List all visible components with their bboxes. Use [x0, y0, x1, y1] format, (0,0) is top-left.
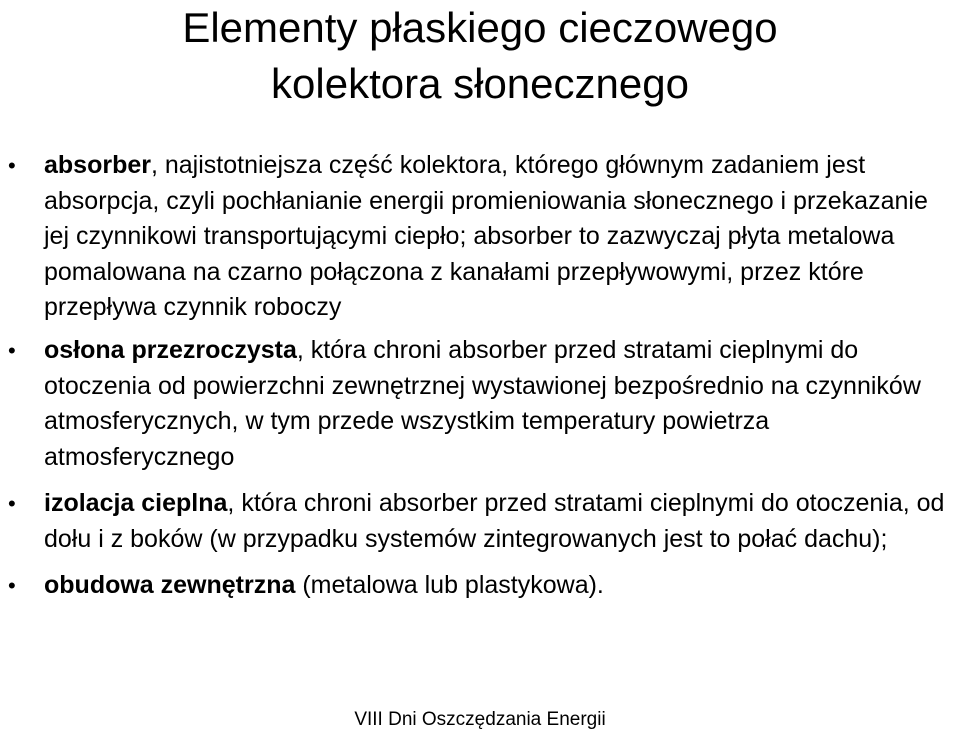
- bullet-dot-icon: •: [8, 572, 16, 598]
- bullet-item-izolacja: [0, 486, 960, 557]
- slide-title-line-1: Elementy płaskiego cieczowego: [182, 4, 778, 51]
- bullet-dot-icon: •: [8, 153, 16, 178]
- bullet-item-absorber: [0, 148, 960, 326]
- slide-title-line-2: kolektora słonecznego: [271, 60, 689, 107]
- bullet-term: absorber: [44, 151, 151, 179]
- bullet-dot-icon: •: [8, 491, 16, 517]
- bullet-term: osłona przezroczysta: [44, 335, 297, 364]
- slide-title: [0, 0, 960, 112]
- bullet-text: , najistotniejsza część kolektora, którego głównym zadaniem jest absorpcja, czyli pochłanianie energii promieniowania słonecznego i przekazanie jej czynnikowi transportującymi ciepło; absorber to zazwyczaj płyta metalowa pomalowana na czarno połączona z kanałami przepływowymi, przez które przepływa czynnik roboczy: [44, 151, 928, 322]
- bullet-text: (metalowa lub plastykowa).: [295, 570, 604, 599]
- bullet-dot-icon: •: [8, 337, 16, 363]
- bullet-term: obudowa zewnętrzna: [44, 570, 296, 599]
- bullet-item-oslona: [0, 333, 960, 475]
- slide-footer: VIII Dni Oszczędzania Energii: [354, 709, 606, 730]
- bullet-text: , która chroni absorber przed stratami cieplnymi do otoczenia, od dołu i z boków (w przypadku systemów zintegrowanych jest to połać dachu);: [44, 489, 945, 553]
- bullet-list: [0, 148, 960, 603]
- bullet-item-obudowa: [0, 568, 960, 604]
- bullet-text: , która chroni absorber przed stratami cieplnymi do otoczenia od powierzchni zewnętrznej wystawionej bezpośrednio na czynników atmosferycznych, w tym przede wszystkim temperatury powietrza atmosferycznego: [44, 335, 921, 471]
- bullet-term: izolacja cieplna: [44, 489, 228, 518]
